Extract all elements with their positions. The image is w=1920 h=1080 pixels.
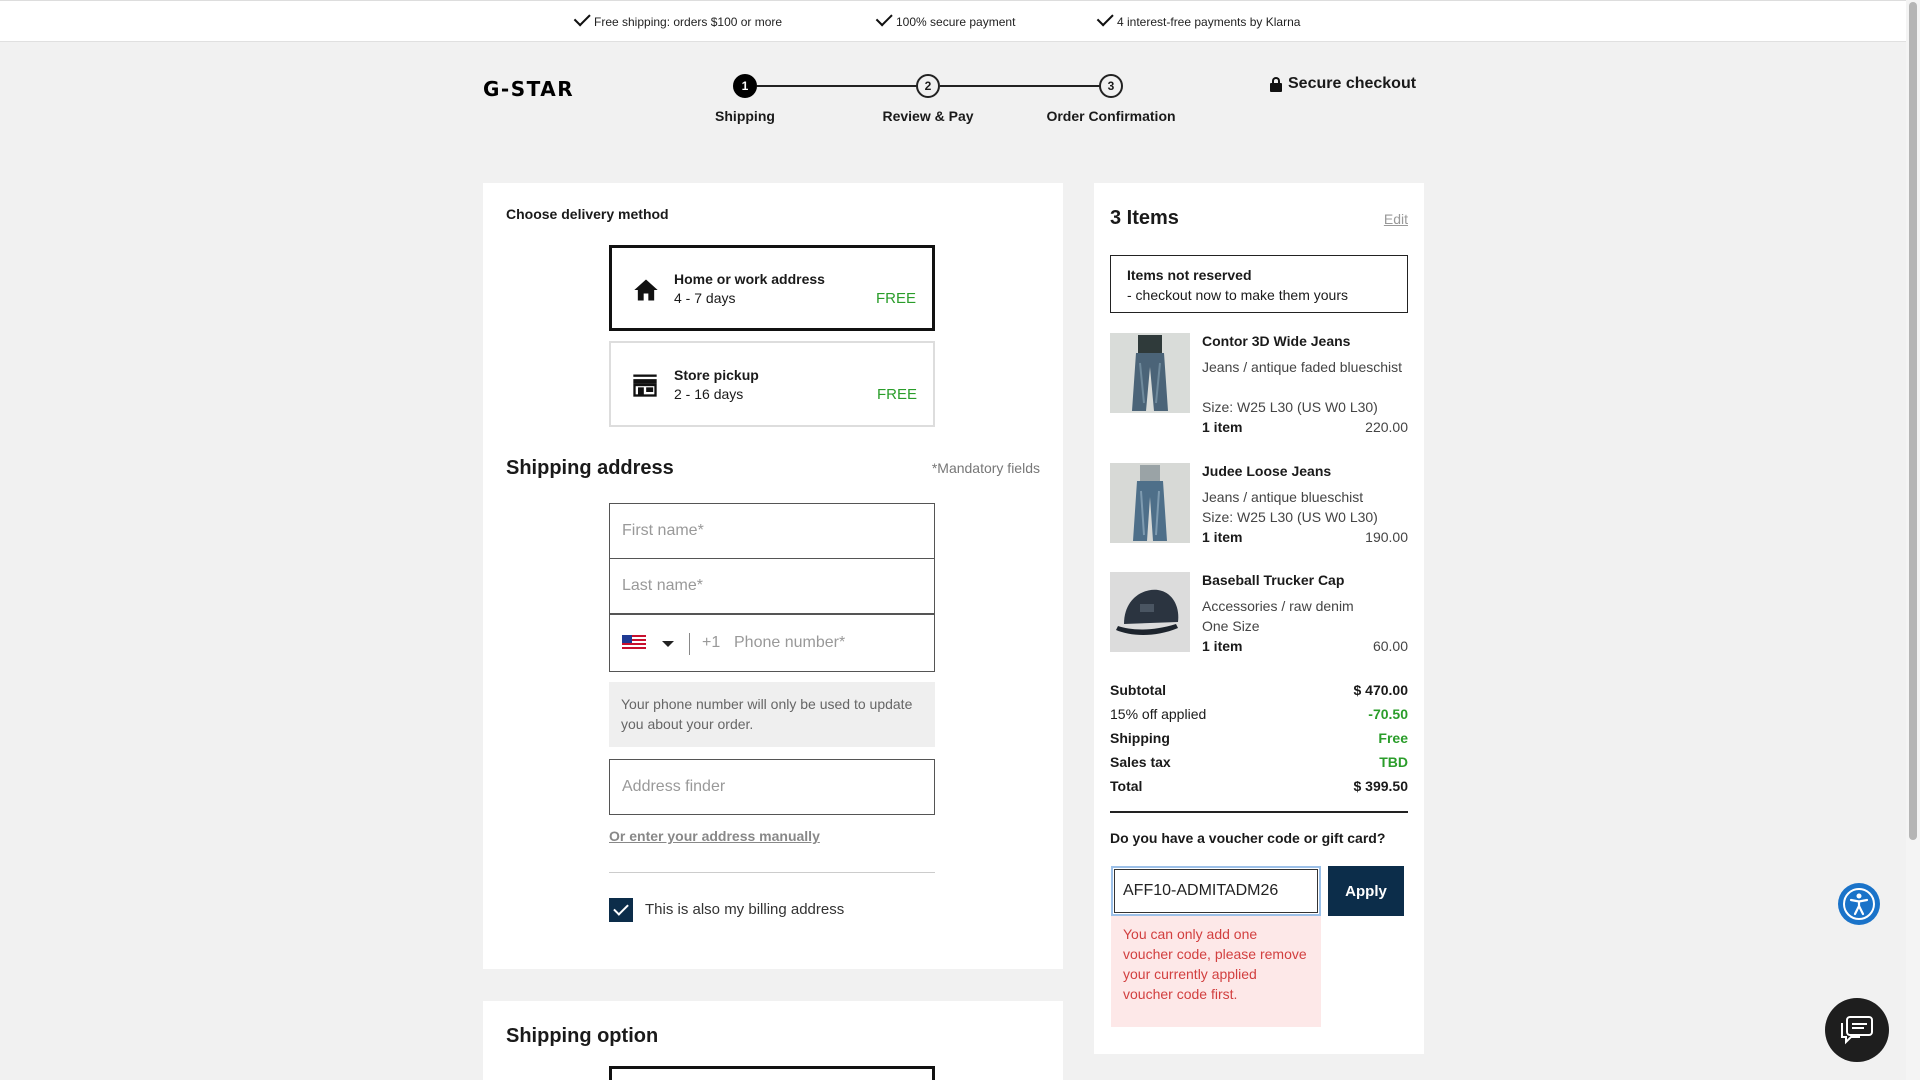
store-icon	[631, 371, 659, 399]
usp-text: 4 interest-free payments by Klarna	[1117, 14, 1301, 29]
usp-klarna	[1100, 14, 1300, 29]
discount-value: -70.50	[1368, 706, 1408, 722]
gstar-logo[interactable]: G-STAR	[483, 77, 575, 101]
shipping-form-card	[483, 183, 1063, 969]
us-flag-icon[interactable]	[622, 635, 646, 649]
shipping-option-heading: Shipping option	[506, 1025, 659, 1047]
shipping-option-item[interactable]	[609, 1066, 935, 1080]
total-label: Total	[1110, 778, 1143, 794]
delivery-title: Home or work address	[674, 271, 825, 287]
last-name-field[interactable]	[609, 558, 935, 614]
usp-free-shipping	[577, 14, 782, 29]
cart-item	[1110, 463, 1408, 553]
lock-icon	[1270, 77, 1282, 92]
accessibility-icon	[1842, 887, 1876, 921]
chat-button[interactable]	[1825, 998, 1889, 1062]
product-description: Jeans / antique blueschist	[1202, 489, 1364, 505]
step-connector	[757, 85, 917, 87]
delivery-method-heading: Choose delivery method	[506, 206, 669, 222]
tax-label: Sales tax	[1110, 754, 1171, 770]
product-description: Jeans / antique faded blueschist	[1202, 359, 1403, 375]
chat-icon	[1840, 1015, 1874, 1045]
step-1-label: Shipping	[715, 108, 775, 124]
order-summary-card	[1094, 183, 1424, 1054]
subtotal-value: $ 470.00	[1353, 682, 1408, 698]
shipping-address-heading: Shipping address	[506, 457, 674, 479]
step-1-circle: 1	[733, 74, 757, 98]
product-image-cap[interactable]	[1110, 572, 1190, 652]
product-quantity: 1 item	[1202, 529, 1243, 545]
phone-field[interactable]	[609, 614, 935, 672]
phone-divider	[689, 633, 690, 655]
mandatory-note: *Mandatory fields	[931, 460, 1040, 476]
product-description: Accessories / raw denim	[1202, 598, 1354, 614]
usp-bar	[0, 0, 1906, 42]
voucher-input[interactable]	[1113, 868, 1319, 914]
product-quantity: 1 item	[1202, 638, 1243, 654]
product-name[interactable]: Judee Loose Jeans	[1202, 463, 1332, 479]
step-2-label: Review & Pay	[882, 108, 974, 124]
step-2-circle: 2	[916, 74, 940, 98]
first-name-input[interactable]	[610, 504, 934, 558]
product-size: Size: W25 L30 (US W0 L30)	[1202, 399, 1378, 415]
first-name-field[interactable]	[609, 503, 935, 559]
usp-text: 100% secure payment	[896, 14, 1016, 29]
product-quantity: 1 item	[1202, 419, 1243, 435]
shipping-value: Free	[1378, 730, 1408, 746]
discount-row	[1110, 706, 1408, 726]
product-price: 60.00	[1372, 638, 1408, 654]
product-size: One Size	[1202, 618, 1260, 634]
shipping-row	[1110, 730, 1408, 750]
edit-cart-link[interactable]: Edit	[1383, 211, 1408, 227]
delivery-price: FREE	[876, 386, 917, 403]
home-icon	[632, 276, 660, 304]
billing-address-checkbox[interactable]	[609, 898, 633, 922]
product-name[interactable]: Contor 3D Wide Jeans	[1202, 333, 1351, 349]
not-reserved-text: - checkout now to make them yours	[1127, 287, 1348, 303]
checkmark-icon	[574, 9, 591, 26]
usp-text: Free shipping: orders $100 or more	[594, 14, 783, 29]
not-reserved-notice	[1110, 255, 1408, 313]
subtotal-label: Subtotal	[1110, 682, 1166, 698]
apply-voucher-button[interactable]: Apply	[1328, 866, 1404, 916]
product-size: Size: W25 L30 (US W0 L30)	[1202, 509, 1378, 525]
delivery-option-home[interactable]	[609, 245, 935, 331]
cart-item	[1110, 572, 1408, 662]
secure-checkout-label: Secure checkout	[1288, 75, 1417, 92]
discount-label: 15% off applied	[1110, 706, 1207, 722]
last-name-input[interactable]	[610, 559, 934, 613]
delivery-price: FREE	[875, 290, 916, 307]
phone-note: Your phone number will only be used to update you about your order.	[609, 682, 935, 747]
total-row	[1110, 778, 1408, 798]
tax-row	[1110, 754, 1408, 774]
chevron-down-icon[interactable]	[662, 641, 674, 647]
address-finder-input[interactable]	[610, 760, 934, 814]
voucher-error-message: You can only add one voucher code, please remove your currently applied voucher code first.	[1111, 916, 1321, 1027]
page-scrollbar[interactable]	[1906, 0, 1920, 1080]
delivery-title: Store pickup	[674, 367, 759, 383]
checkmark-icon	[876, 9, 893, 26]
product-image-jeans[interactable]	[1110, 333, 1190, 413]
enter-address-manually-link[interactable]: Or enter your address manually	[609, 828, 820, 844]
cart-item	[1110, 333, 1408, 443]
scrollbar-thumb[interactable]	[1909, 2, 1917, 840]
shipping-label: Shipping	[1110, 730, 1170, 746]
step-3-label: Order Confirmation	[1046, 108, 1176, 124]
delivery-option-store[interactable]	[609, 341, 935, 427]
subtotal-row	[1110, 682, 1408, 702]
step-3-circle: 3	[1099, 74, 1123, 98]
shipping-option-card	[483, 1001, 1063, 1080]
phone-prefix: +1	[702, 634, 721, 651]
tax-value: TBD	[1379, 754, 1408, 770]
delivery-days: 4 - 7 days	[674, 290, 736, 306]
product-name[interactable]: Baseball Trucker Cap	[1202, 572, 1345, 588]
voucher-field[interactable]	[1111, 866, 1321, 916]
checkmark-icon	[1097, 9, 1114, 26]
secure-checkout	[1270, 75, 1416, 93]
summary-divider	[1110, 811, 1408, 813]
product-price: 190.00	[1365, 529, 1408, 545]
step-connector	[940, 85, 1100, 87]
not-reserved-title: Items not reserved	[1127, 267, 1252, 283]
product-image-jeans[interactable]	[1110, 463, 1190, 543]
delivery-days: 2 - 16 days	[674, 386, 744, 402]
items-count-title: 3 Items	[1110, 207, 1179, 229]
divider	[609, 872, 935, 873]
usp-secure-payment	[879, 14, 1015, 29]
voucher-question: Do you have a voucher code or gift card?	[1110, 830, 1386, 846]
accessibility-button[interactable]	[1838, 883, 1880, 925]
total-value: $ 399.50	[1353, 778, 1408, 794]
address-finder-field[interactable]	[609, 759, 935, 815]
billing-address-label[interactable]: This is also my billing address	[645, 901, 845, 918]
product-price: 220.00	[1365, 419, 1408, 435]
phone-input[interactable]	[722, 615, 1046, 671]
